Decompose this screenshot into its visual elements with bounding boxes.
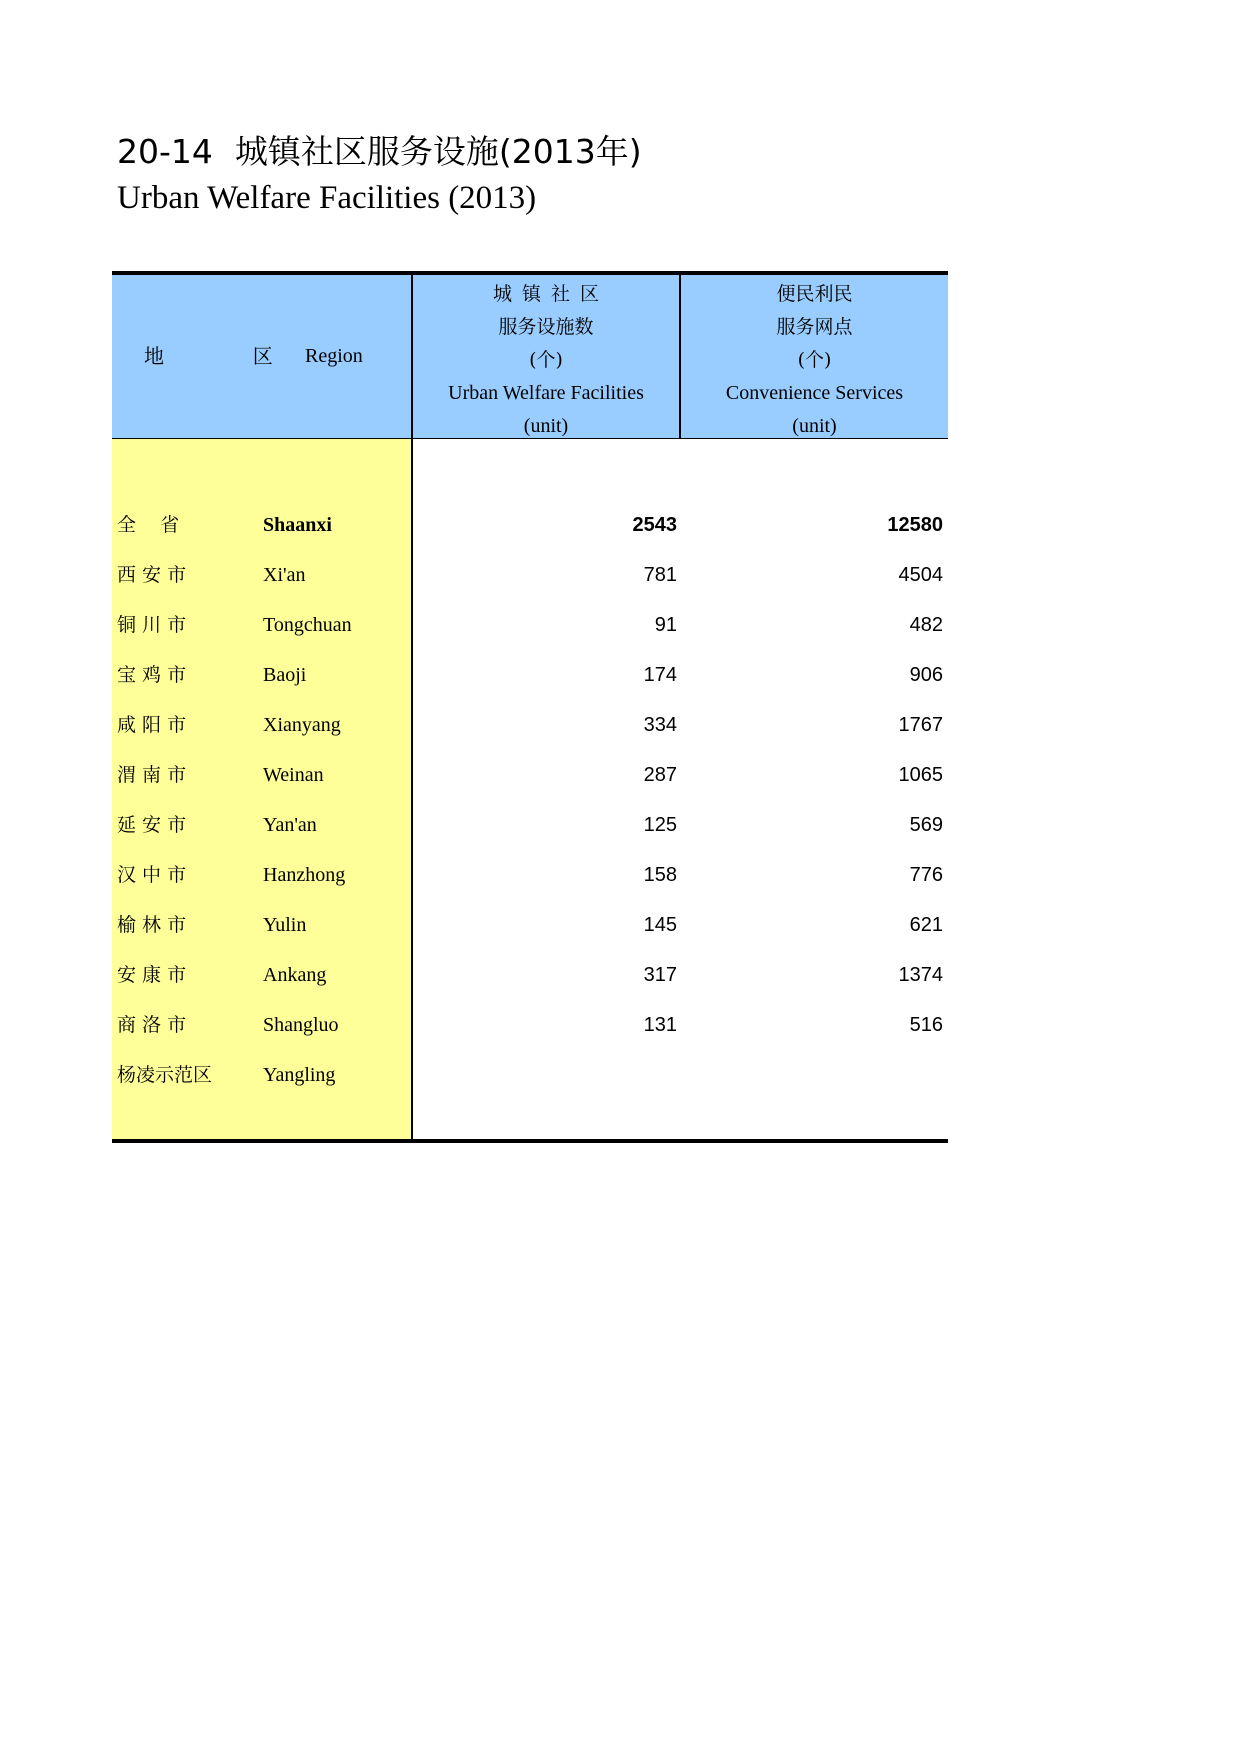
facilities-value: 125 [643,814,677,836]
table-row [112,800,948,850]
region-cn: 安 康 市 [117,964,187,986]
header-region-en: Region [305,345,363,367]
page-title-cn [117,126,642,173]
region-en: Ankang [263,964,327,986]
region-cn: 咸 阳 市 [117,714,187,736]
facilities-value: 158 [643,864,677,886]
facilities-value: 287 [643,764,677,786]
page-title-en: Urban Welfare Facilities (2013) [117,180,537,216]
region-en: Yulin [263,914,307,936]
region-en: Yangling [263,1064,336,1086]
table-row [112,600,948,650]
region-cn: 宝 鸡 市 [117,664,187,686]
region-en: Weinan [263,764,324,786]
region-en: Yan'an [263,814,317,836]
header-col2-en: Convenience Services [725,382,904,404]
table-number: 20-14 [117,132,213,171]
services-value: 1065 [898,764,943,786]
table-row [112,650,948,700]
header-col1-cn-line2: 服务设施数 [498,316,594,338]
table-row [112,950,948,1000]
header-col1-unit-en: (unit) [523,415,569,437]
services-value: 906 [909,664,943,686]
region-cn: 渭 南 市 [117,764,187,786]
services-value: 4504 [898,564,943,586]
facilities-value: 317 [643,964,677,986]
region-en: Xianyang [263,714,341,736]
region-en: Tongchuan [263,614,352,636]
region-en: Xi'an [263,564,306,586]
region-cn: 西 安 市 [117,564,187,586]
services-value: 1374 [898,964,943,986]
region-cn: 商 洛 市 [117,1014,187,1036]
header-col2-unit-cn: (个) [797,349,832,371]
region-cn: 汉 中 市 [117,864,187,886]
region-en: Hanzhong [263,864,346,886]
region-en: Baoji [263,664,307,686]
facilities-value: 2543 [632,514,677,536]
facilities-value: 781 [643,564,677,586]
services-value: 482 [909,614,943,636]
table-row [112,500,948,550]
region-cn: 延 安 市 [117,814,187,836]
header-convenience-services [681,275,948,438]
table-row [112,750,948,800]
header-col2-cn-line2: 服务网点 [776,316,853,338]
facilities-value: 91 [654,614,677,636]
region-en: Shaanxi [263,514,332,536]
table-row [112,900,948,950]
services-value: 569 [909,814,943,836]
services-value: 621 [909,914,943,936]
facilities-value: 334 [643,714,677,736]
facilities-value: 131 [643,1014,677,1036]
header-urban-welfare-facilities [413,275,681,438]
table-row [112,850,948,900]
table-header [112,275,948,439]
services-value: 1767 [898,714,943,736]
table-row [112,1000,948,1050]
table-body [112,500,948,1100]
table-row [112,1050,948,1100]
header-region [112,275,413,438]
facilities-value: 174 [643,664,677,686]
services-value: 776 [909,864,943,886]
header-col2-unit-en: (unit) [792,415,837,437]
header-col1-cn-line1: 城镇社区 [492,283,609,305]
header-col2-cn-line1: 便民利民 [776,283,853,305]
region-cn: 榆 林 市 [117,914,187,936]
services-value: 12580 [887,514,943,536]
table-row [112,700,948,750]
table-row [112,550,948,600]
region-cn: 全 省 [117,514,180,536]
region-en: Shangluo [263,1014,339,1036]
title-cn-text: 城镇社区服务设施(2013年) [234,132,642,171]
header-col1-unit-cn: (个) [529,349,563,371]
facilities-value: 145 [643,914,677,936]
data-table [112,271,948,1143]
header-region-cn: 地 区 [144,344,273,368]
region-cn: 杨凌示范区 [117,1064,213,1086]
region-cn: 铜 川 市 [117,614,187,636]
services-value: 516 [909,1014,943,1036]
header-col1-en: Urban Welfare Facilities [448,382,644,404]
